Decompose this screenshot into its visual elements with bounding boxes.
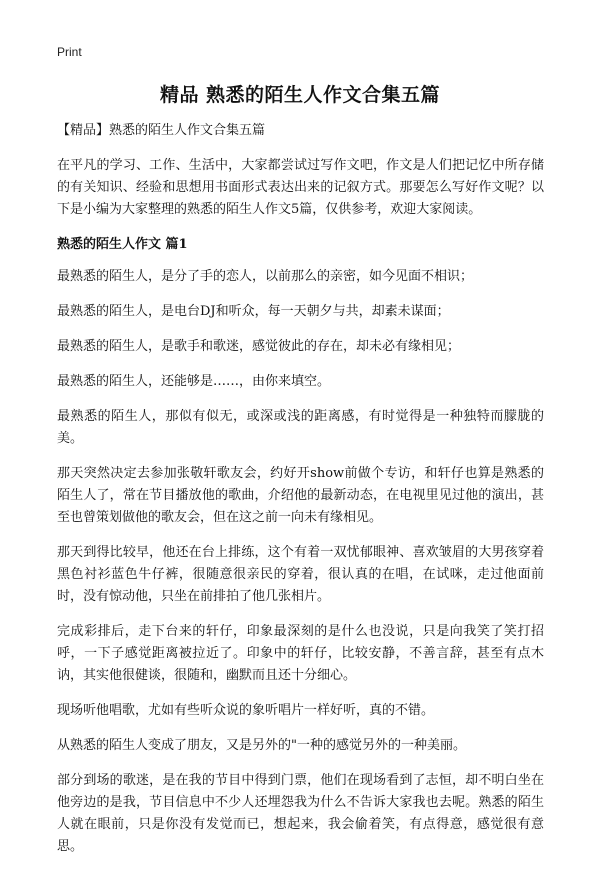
body-paragraph: 最熟悉的陌生人，是分了手的恋人，以前那么的亲密，如今见面不相识； [57,269,474,284]
body-paragraph: 最熟悉的陌生人，那似有似无，或深或浅的距离感，有时觉得是一种独特而朦胧的美。 [57,409,544,446]
body-paragraph: 完成彩排后，走下台来的轩仔，印象最深刻的是什么也没说，只是向我笑了笑打招呼，一下子感觉距离被拉近了。印象中的轩仔，比较安静，不善言辞，甚至有点木讷，其实他很健谈，很随和，幽默而且还十分细心。 [57,624,544,683]
body-paragraph: 那天到得比较早，他还在台上排练，这个有着一双忧郁眼神、喜欢皱眉的大男孩穿着黑色衬衫蓝色牛仔裤，很随意很亲民的穿着，很认真的在唱，在试咪，走过他面前时，没有惊动他，只坐在前排拍了他几张相片。 [57,545,544,604]
body-paragraph: 现场听他唱歌，尤如有些听众说的象听唱片一样好听，真的不错。 [57,703,435,718]
section-heading: 熟悉的陌生人作文 篇1 [57,237,188,252]
body-paragraph: 最熟悉的陌生人，是歌手和歌迷，感觉彼此的存在，却未必有缘相见； [57,339,461,354]
print-label: Print [57,45,82,59]
document-subtitle: 【精品】熟悉的陌生人作文合集五篇 [57,123,266,138]
body-paragraph: 部分到场的歌迷，是在我的节目中得到门票，他们在现场看到了志恒，却不明白坐在他旁边的是我，节目信息中不少人还埋怨我为什么不告诉大家我也去呢。熟悉的陌生人就在眼前，只是你没有发觉而已，想起来，我会偷着笑，有点得意，感觉很有意思。 [57,773,544,854]
document-body [57,120,544,871]
body-paragraph: 从熟悉的陌生人变成了朋友，又是另外的"一种的感觉另外的一种美丽。 [57,738,466,753]
document-title: 精品 熟悉的陌生人作文合集五篇 [159,84,441,106]
body-paragraph: 最熟悉的陌生人，是电台DJ和听众，每一天朝夕与共，却素未谋面； [57,304,450,319]
intro-paragraph: 在平凡的学习、工作、生活中，大家都尝试过写作文吧，作文是人们把记忆中所存储的有关知识、经验和思想用书面形式表达出来的记叙方式。那要怎么写好作文呢？以下是小编为大家整理的熟悉的陌生人作文5篇，仅供参考，欢迎大家阅读。 [57,158,544,217]
body-paragraph: 最熟悉的陌生人，还能够是……，由你来填空。 [57,374,331,389]
body-paragraph: 那天突然决定去参加张敬轩歌友会，约好开show前做个专访，和轩仔也算是熟悉的陌生人了，常在节目播放他的歌曲，介绍他的最新动态，在电视里见过他的演出，甚至也曾策划做他的歌友会，但在这之前一向未有缘相见。 [57,466,544,525]
